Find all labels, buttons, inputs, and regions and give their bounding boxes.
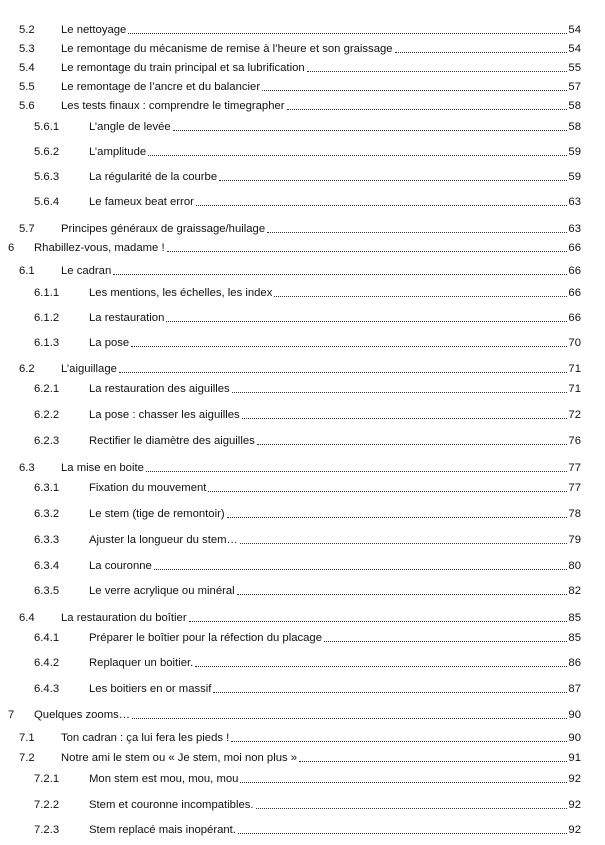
toc-entry-number: 6.4.2 bbox=[34, 657, 60, 669]
toc-entry[interactable] bbox=[0, 381, 605, 397]
toc-entry-number: 5.4 bbox=[19, 62, 35, 74]
dot-leader bbox=[287, 109, 568, 110]
toc-entry[interactable] bbox=[0, 822, 605, 838]
toc-entry-page-number: 63 bbox=[568, 196, 581, 208]
toc-entry-number: 5.7 bbox=[19, 223, 35, 235]
toc-entry-number: 6.3 bbox=[19, 462, 35, 474]
toc-entry[interactable] bbox=[0, 194, 605, 210]
toc-entry[interactable] bbox=[0, 144, 605, 160]
toc-entry-page-number: 71 bbox=[568, 383, 581, 395]
toc-entry-number: 6.2.3 bbox=[34, 435, 60, 447]
toc-entry-number: 5.6.3 bbox=[34, 171, 60, 183]
dot-leader bbox=[146, 471, 568, 472]
toc-entry-page-number: 92 bbox=[568, 824, 581, 836]
toc-entry-title: Le fameux beat error bbox=[89, 196, 194, 208]
toc-entry-number: 6 bbox=[8, 242, 15, 254]
toc-entry-title: Ajuster la longueur du stem… bbox=[89, 534, 238, 546]
dot-leader bbox=[113, 274, 567, 275]
dot-leader bbox=[213, 692, 567, 693]
toc-entry-page-number: 92 bbox=[568, 773, 581, 785]
toc-entry-number: 5.6.4 bbox=[34, 196, 60, 208]
toc-entry-title: Les boitiers en or massif bbox=[89, 683, 212, 695]
toc-entry-number: 6.2.2 bbox=[34, 409, 60, 421]
toc-entry-title: Les tests finaux : comprendre le timegrapher bbox=[61, 100, 285, 112]
dot-leader bbox=[262, 90, 567, 91]
toc-entry-page-number: 70 bbox=[568, 337, 581, 349]
dot-leader bbox=[128, 33, 567, 34]
dot-leader bbox=[395, 52, 568, 53]
toc-entry[interactable] bbox=[0, 41, 605, 57]
toc-entry-title: Le remontage du mécanisme de remise à l’heure et son graissage bbox=[61, 43, 393, 55]
toc-entry[interactable] bbox=[0, 285, 605, 301]
toc-entry-page-number: 79 bbox=[568, 534, 581, 546]
toc-entry-title: L’aiguillage bbox=[61, 363, 117, 375]
toc-entry-page-number: 90 bbox=[568, 709, 581, 721]
toc-entry-page-number: 80 bbox=[568, 560, 581, 572]
toc-entry-number: 7 bbox=[8, 709, 15, 721]
toc-entry-page-number: 82 bbox=[568, 585, 581, 597]
toc-entry-title: Le remontage du train principal et sa lubrification bbox=[61, 62, 305, 74]
toc-entry-page-number: 58 bbox=[568, 121, 581, 133]
toc-entry[interactable] bbox=[0, 169, 605, 185]
toc-entry-page-number: 54 bbox=[568, 43, 581, 55]
dot-leader bbox=[256, 808, 568, 809]
toc-entry-title: Les mentions, les échelles, les index bbox=[89, 287, 273, 299]
dot-leader bbox=[195, 666, 567, 667]
toc-entry-number: 6.4.1 bbox=[34, 632, 60, 644]
dot-leader bbox=[196, 205, 568, 206]
toc-entry-number: 5.6 bbox=[19, 100, 35, 112]
toc-entry[interactable] bbox=[0, 263, 605, 279]
dot-leader bbox=[238, 833, 567, 834]
dot-leader bbox=[299, 761, 567, 762]
toc-entry-title: Rectifier le diamètre des aiguilles bbox=[89, 435, 255, 447]
toc-entry-number: 6.3.2 bbox=[34, 508, 60, 520]
toc-entry-page-number: 76 bbox=[568, 435, 581, 447]
toc-entry[interactable] bbox=[0, 433, 605, 449]
toc-entry-number: 6.1.1 bbox=[34, 287, 60, 299]
dot-leader bbox=[173, 130, 568, 131]
toc-entry-title: Le verre acrylique ou minéral bbox=[89, 585, 235, 597]
toc-entry-page-number: 59 bbox=[568, 171, 581, 183]
toc-entry-number: 6.4 bbox=[19, 612, 35, 624]
toc-entry-number: 6.4.3 bbox=[34, 683, 60, 695]
dot-leader bbox=[167, 251, 568, 252]
toc-entry-number: 5.6.2 bbox=[34, 146, 60, 158]
dot-leader bbox=[189, 621, 568, 622]
toc-entry[interactable] bbox=[0, 60, 605, 76]
toc-entry-title: Stem replacé mais inopérant. bbox=[89, 824, 236, 836]
toc-entry-page-number: 66 bbox=[568, 242, 581, 254]
toc-entry[interactable] bbox=[0, 22, 605, 38]
toc-entry[interactable] bbox=[0, 310, 605, 326]
toc-entry-title: L’amplitude bbox=[89, 146, 147, 158]
dot-leader bbox=[119, 372, 568, 373]
toc-entry-title: L’angle de levée bbox=[89, 121, 171, 133]
toc-entry-page-number: 92 bbox=[568, 799, 581, 811]
toc-entry[interactable] bbox=[0, 583, 605, 599]
toc-entry[interactable] bbox=[0, 98, 605, 114]
toc-entry-page-number: 86 bbox=[568, 657, 581, 669]
toc-entry-number: 5.3 bbox=[19, 43, 35, 55]
toc-entry-number: 7.1 bbox=[19, 732, 35, 744]
toc-entry-title: La mise en boite bbox=[61, 462, 144, 474]
dot-leader bbox=[148, 155, 567, 156]
toc-entry[interactable] bbox=[0, 407, 605, 423]
toc-entry-page-number: 72 bbox=[568, 409, 581, 421]
toc-entry[interactable] bbox=[0, 480, 605, 496]
toc-entry-page-number: 78 bbox=[568, 508, 581, 520]
toc-entry-page-number: 91 bbox=[568, 752, 581, 764]
toc-entry-title: Replaquer un boitier. bbox=[89, 657, 194, 669]
toc-entry-page-number: 77 bbox=[568, 462, 581, 474]
toc-entry-title: Fixation du mouvement bbox=[89, 482, 207, 494]
toc-entry-number: 7.2.2 bbox=[34, 799, 60, 811]
toc-entry-page-number: 57 bbox=[568, 81, 581, 93]
toc-entry-number: 7.2 bbox=[19, 752, 35, 764]
dot-leader bbox=[166, 321, 567, 322]
toc-entry-page-number: 90 bbox=[568, 732, 581, 744]
dot-leader bbox=[240, 543, 568, 544]
toc-entry-title: Stem et couronne incompatibles. bbox=[89, 799, 254, 811]
toc-entry-page-number: 85 bbox=[568, 632, 581, 644]
dot-leader bbox=[232, 392, 568, 393]
toc-entry-number: 6.2 bbox=[19, 363, 35, 375]
toc-entry-title: La restauration des aiguilles bbox=[89, 383, 230, 395]
toc-entry[interactable] bbox=[0, 240, 605, 256]
toc-entry-page-number: 59 bbox=[568, 146, 581, 158]
toc-entry-page-number: 77 bbox=[568, 482, 581, 494]
toc-entry-number: 6.3.5 bbox=[34, 585, 60, 597]
toc-entry[interactable] bbox=[0, 335, 605, 351]
toc-entry[interactable] bbox=[0, 506, 605, 522]
dot-leader bbox=[132, 718, 567, 719]
toc-entry[interactable] bbox=[0, 681, 605, 697]
dot-leader bbox=[154, 569, 568, 570]
toc-entry-title: Principes généraux de graissage/huilage bbox=[61, 223, 266, 235]
toc-entry-title: La pose : chasser les aiguilles bbox=[89, 409, 240, 421]
dot-leader bbox=[219, 180, 567, 181]
toc-entry-title: Le remontage de l’ancre et du balancier bbox=[61, 81, 261, 93]
toc-entry-number: 6.2.1 bbox=[34, 383, 60, 395]
toc-entry-number: 5.2 bbox=[19, 24, 35, 36]
dot-leader bbox=[240, 782, 567, 783]
toc-entry-title: Mon stem est mou, mou, mou bbox=[89, 773, 239, 785]
toc-entry-page-number: 66 bbox=[568, 287, 581, 299]
toc-entry[interactable] bbox=[0, 797, 605, 813]
toc-entry-page-number: 71 bbox=[568, 363, 581, 375]
dot-leader bbox=[131, 346, 567, 347]
toc-entry-number: 6.3.4 bbox=[34, 560, 60, 572]
toc-entry-title: Préparer le boîtier pour la réfection du placage bbox=[89, 632, 322, 644]
toc-entry-title: Rhabillez-vous, madame ! bbox=[34, 242, 165, 254]
toc-entry[interactable] bbox=[0, 630, 605, 646]
toc-entry[interactable] bbox=[0, 750, 605, 766]
dot-leader bbox=[274, 296, 567, 297]
toc-entry-title: La pose bbox=[89, 337, 130, 349]
dot-leader bbox=[237, 594, 568, 595]
toc-entry-number: 6.3.1 bbox=[34, 482, 60, 494]
toc-entry[interactable] bbox=[0, 771, 605, 787]
toc-entry-number: 7.2.1 bbox=[34, 773, 60, 785]
toc-entry[interactable] bbox=[0, 707, 605, 723]
toc-entry-title: Notre ami le stem ou « Je stem, moi non plus » bbox=[61, 752, 298, 764]
toc-entry[interactable] bbox=[0, 610, 605, 626]
toc-entry[interactable] bbox=[0, 221, 605, 237]
toc-entry-number: 6.1 bbox=[19, 265, 35, 277]
toc-entry-page-number: 66 bbox=[568, 312, 581, 324]
toc-entry-title: Le cadran bbox=[61, 265, 112, 277]
toc-entry[interactable] bbox=[0, 532, 605, 548]
toc-entry-title: La couronne bbox=[89, 560, 152, 572]
toc-entry-number: 6.3.3 bbox=[34, 534, 60, 546]
toc-entry-title: La restauration du boîtier bbox=[61, 612, 187, 624]
dot-leader bbox=[324, 641, 567, 642]
toc-entry-page-number: 63 bbox=[568, 223, 581, 235]
toc-entry-title: La régularité de la courbe bbox=[89, 171, 218, 183]
dot-leader bbox=[208, 491, 567, 492]
toc-entry-title: La restauration bbox=[89, 312, 165, 324]
toc-entry[interactable] bbox=[0, 730, 605, 746]
dot-leader bbox=[257, 444, 568, 445]
toc-entry[interactable] bbox=[0, 558, 605, 574]
toc-entry-number: 5.5 bbox=[19, 81, 35, 93]
toc-entry[interactable] bbox=[0, 361, 605, 377]
dot-leader bbox=[267, 232, 567, 233]
toc-entry-number: 6.1.2 bbox=[34, 312, 60, 324]
dot-leader bbox=[307, 71, 568, 72]
toc-entry-number: 6.1.3 bbox=[34, 337, 60, 349]
toc-entry-title: Le stem (tige de remontoir) bbox=[89, 508, 225, 520]
toc-entry[interactable] bbox=[0, 119, 605, 135]
toc-entry-page-number: 85 bbox=[568, 612, 581, 624]
toc-entry-page-number: 55 bbox=[568, 62, 581, 74]
toc-entry-page-number: 54 bbox=[568, 24, 581, 36]
toc-entry-number: 5.6.1 bbox=[34, 121, 60, 133]
toc-entry-title: Le nettoyage bbox=[61, 24, 127, 36]
dot-leader bbox=[242, 418, 568, 419]
toc-entry[interactable] bbox=[0, 460, 605, 476]
toc-entry-page-number: 66 bbox=[568, 265, 581, 277]
dot-leader bbox=[227, 517, 568, 518]
toc-entry-page-number: 87 bbox=[568, 683, 581, 695]
toc-entry-number: 7.2.3 bbox=[34, 824, 60, 836]
toc-entry-title: Ton cadran : ça lui fera les pieds ! bbox=[61, 732, 230, 744]
dot-leader bbox=[231, 741, 567, 742]
toc-entry-page-number: 58 bbox=[568, 100, 581, 112]
toc-entry[interactable] bbox=[0, 79, 605, 95]
toc-entry[interactable] bbox=[0, 655, 605, 671]
toc-entry-title: Quelques zooms… bbox=[34, 709, 131, 721]
